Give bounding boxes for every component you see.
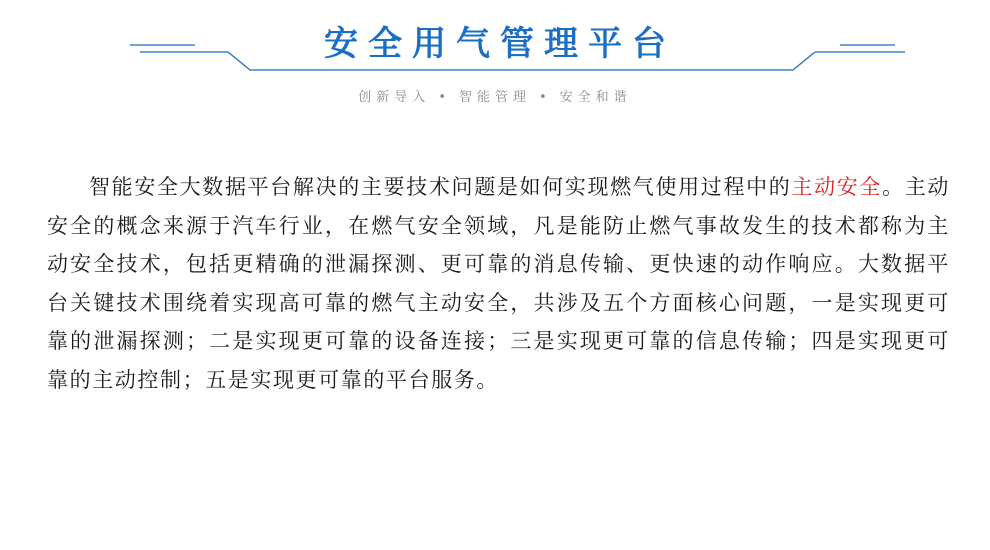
page-title: 安全用气管理平台 [324,24,676,64]
slogan-2: 智能管理 [458,90,531,105]
separator-dot: • [539,90,552,105]
paragraph-rest: 。主动安全的概念来源于汽车行业，在燃气安全领域，凡是能防止燃气事故发生的技术都称为主动安全技术，包括更精确的泄漏探测、更可靠的消息传输、更快速的动作响应。大数据平台关键技术围绕着实现高可靠的燃气主动安全，共涉及五个方面核心问题，一是实现更可靠的泄漏探测；二是实现更可靠的设备连接；三是实现更可靠的信息传输；四是实现更可靠的主动控制；五是实现更可靠的平台服务。 [47,175,950,392]
slogan-3: 安全和谐 [559,90,632,105]
paragraph-lead: 智能安全大数据平台解决的主要技术问题是如何实现燃气使用过程中的 [89,175,792,199]
separator-dot: • [438,90,451,105]
slogan-1: 创新导入 [358,90,431,105]
body-paragraph [47,168,950,399]
subtitle-slogans [0,88,990,108]
highlight-term: 主动安全 [791,175,883,199]
